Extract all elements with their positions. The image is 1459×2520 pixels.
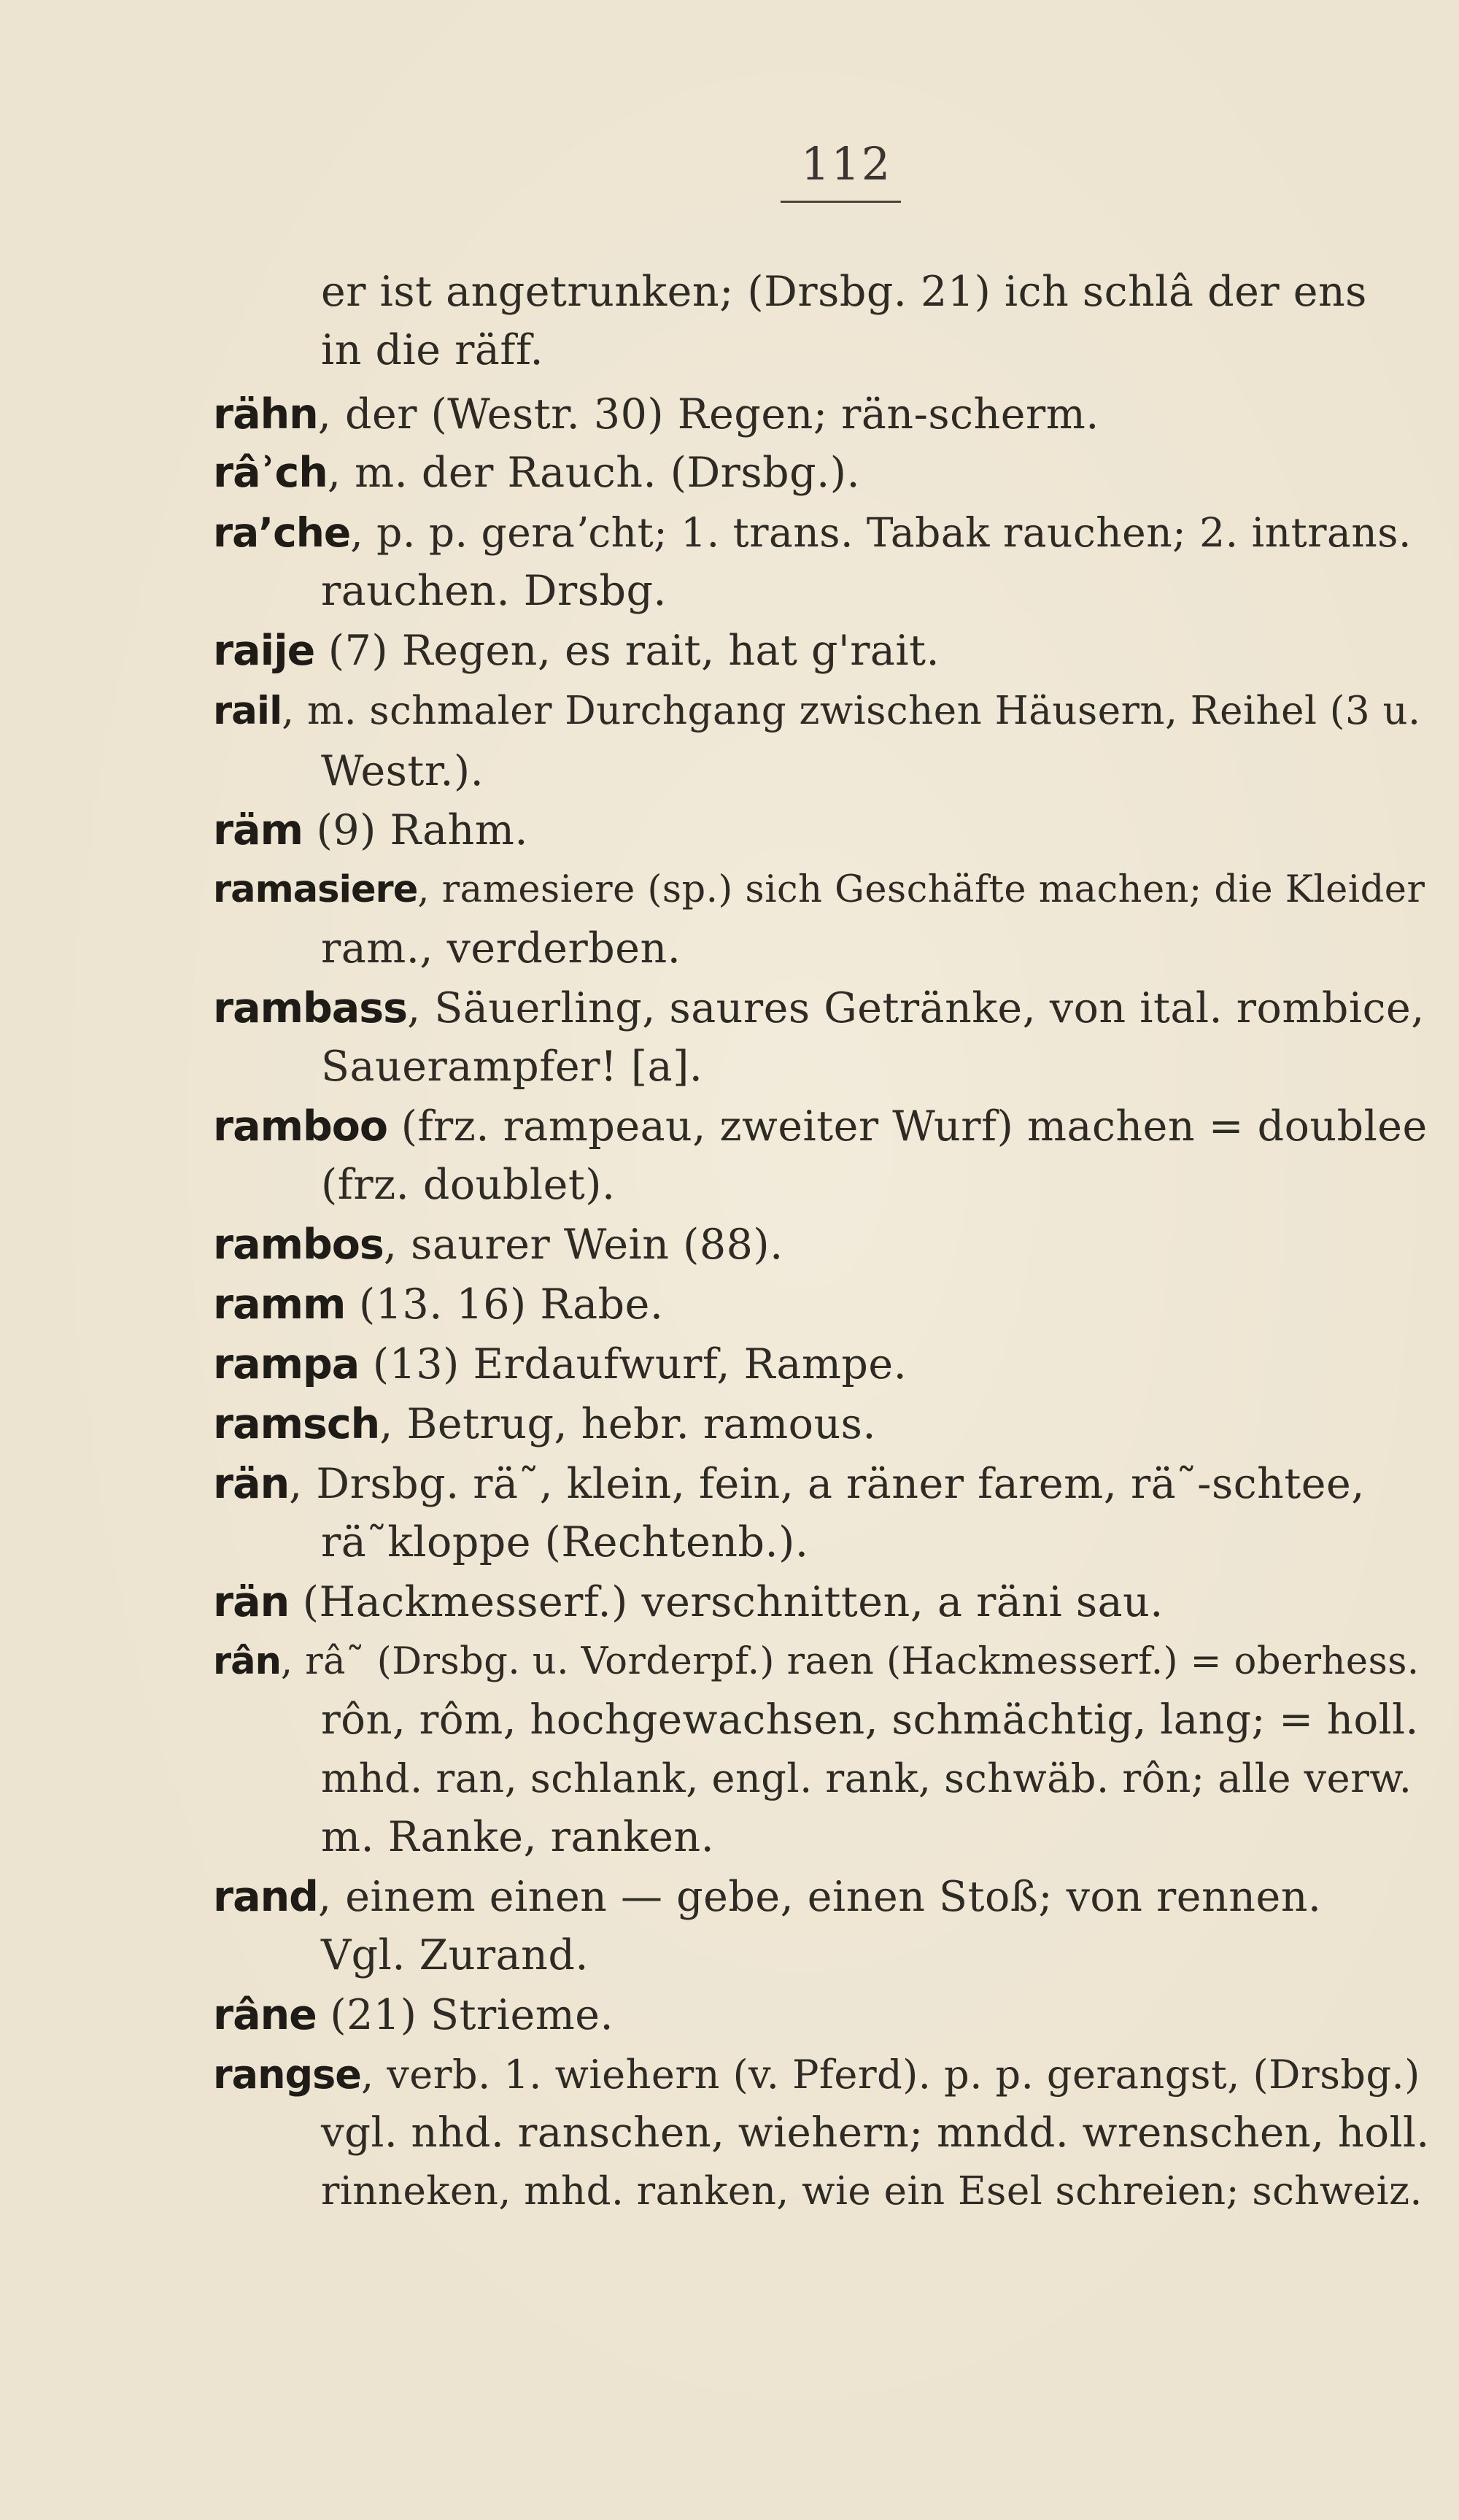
dictionary-entry-line: [213, 979, 1425, 1037]
entry-text: rinneken, mhd. ranken, wie ein Esel schreien; schweiz.: [321, 2169, 1423, 2214]
dictionary-continuation-line: [321, 321, 543, 379]
dictionary-entry-line: [213, 1335, 907, 1394]
dictionary-entry-line: [213, 2046, 1420, 2104]
dictionary-continuation-line: [321, 562, 667, 620]
entry-text: m. Ranke, ranken.: [321, 1813, 715, 1861]
dictionary-entry-line: [213, 444, 860, 502]
entry-text: in die räff.: [321, 326, 544, 374]
headword: rän: [213, 1460, 290, 1508]
headword: rangse: [213, 2052, 361, 2098]
headword: ramasiere: [213, 868, 418, 911]
dictionary-continuation-line: [321, 1691, 1419, 1750]
entry-text: Vgl. Zurand.: [321, 1931, 589, 1979]
entry-text: rauchen. Drsbg.: [321, 567, 667, 615]
dictionary-continuation-line: [321, 1926, 589, 1984]
page-number: 112: [800, 137, 892, 190]
dictionary-continuation-line: [321, 742, 484, 800]
headword: rail: [213, 689, 282, 733]
entry-text: , m. der Rauch. (Drsbg.).: [327, 449, 861, 497]
entry-text: (13) Erdaufwurf, Rampe.: [359, 1340, 907, 1388]
entry-text: , verb. 1. wiehern (v. Pferd). p. p. gerangst, (Drsbg.): [360, 2052, 1420, 2098]
dictionary-entry-line: [213, 385, 1099, 444]
dictionary-entry-line: [213, 1097, 1428, 1156]
headword: râne: [213, 1991, 317, 2039]
entry-text: (13. 16) Rabe.: [345, 1280, 664, 1329]
headword: râʾch: [213, 449, 328, 497]
headword: ramboo: [213, 1102, 388, 1151]
entry-text: er ist angetrunken; (Drsbg. 21) ich schlâ der ens: [321, 268, 1367, 316]
entry-text: , Drsbg. rä˜, klein, fein, a räner farem, rä˜-schtee,: [289, 1460, 1365, 1508]
dictionary-entry-line: [213, 1275, 663, 1334]
entry-text: , Säuerling, saures Getränke, von ital. rombice,: [407, 984, 1425, 1032]
dictionary-continuation-line: [321, 1808, 714, 1866]
dictionary-entry-line: [213, 1868, 1322, 1926]
entry-text: , m. schmaler Durchgang zwischen Häusern, Reihel (3 u.: [282, 689, 1421, 733]
entry-text: Sauerampfer! [a].: [321, 1043, 703, 1091]
dictionary-entry-line: [213, 503, 1412, 562]
dictionary-continuation-line: [321, 2104, 1430, 2163]
entry-text: (9) Rahm.: [302, 806, 529, 854]
dictionary-continuation-line: [321, 1513, 808, 1572]
dictionary-continuation-line: [321, 1750, 1412, 1808]
entry-text: , einem einen — gebe, einen Stoß; von rennen.: [317, 1873, 1322, 1921]
entry-text: , Betrug, hebr. ramous.: [379, 1400, 877, 1448]
entry-text: (frz. rampeau, zweiter Wurf) machen = doublee: [387, 1102, 1428, 1151]
dictionary-entry-line: [213, 1215, 783, 1274]
entry-text: (7) Regen, es rait, hat g'rait.: [314, 627, 940, 675]
entry-text: , saurer Wein (88).: [383, 1221, 783, 1269]
entry-text: rôn, rôm, hochgewachsen, schmächtig, lang; = holl.: [321, 1696, 1419, 1744]
entry-text: Westr.).: [321, 747, 484, 795]
headword: rän: [213, 1578, 290, 1626]
dictionary-entry-line: [213, 622, 940, 680]
dictionary-entry-line: [213, 1986, 614, 2044]
entry-text: ram., verderben.: [321, 924, 681, 973]
headword: ramsch: [213, 1400, 380, 1448]
headword: räm: [213, 806, 303, 854]
entry-text: vgl. nhd. ranschen, wiehern; mndd. wrenschen, holl.: [321, 2109, 1430, 2157]
dictionary-continuation-line: [321, 263, 1367, 321]
headword: ramm: [213, 1280, 346, 1329]
headword: rand: [213, 1873, 318, 1921]
entry-text: , ramesiere (sp.) sich Geschäfte machen; die Kleider: [417, 868, 1425, 911]
dictionary-continuation-line: [321, 2163, 1423, 2221]
dictionary-entry-line: [213, 1633, 1420, 1691]
dictionary-entry-line: [213, 1573, 1164, 1631]
dictionary-continuation-line: [321, 1037, 703, 1096]
dictionary-continuation-line: [321, 1156, 616, 1214]
entry-text: , der (Westr. 30) Regen; rän-scherm.: [317, 390, 1099, 438]
headword: rampa: [213, 1340, 360, 1388]
entry-text: mhd. ran, schlank, engl. rank, schwäb. rôn; alle verw.: [321, 1755, 1412, 1801]
entry-text: (frz. doublet).: [321, 1161, 616, 1209]
headword: raije: [213, 627, 315, 675]
entry-text: (Hackmesserf.) verschnitten, a räni sau.: [289, 1578, 1164, 1626]
headword: rähn: [213, 390, 318, 438]
dictionary-entry-line: [213, 861, 1425, 919]
dictionary-entry-line: [213, 1395, 876, 1453]
dictionary-entry-line: [213, 1455, 1365, 1513]
dictionary-continuation-line: [321, 919, 681, 978]
headword: rân: [213, 1640, 281, 1683]
dictionary-entry-line: [213, 682, 1421, 741]
headword: rambass: [213, 984, 408, 1032]
dictionary-entry-line: [213, 801, 528, 859]
entry-text: , p. p. geraʼcht; 1. trans. Tabak rauchen; 2. intrans.: [350, 509, 1412, 556]
headword: raʼche: [213, 509, 351, 556]
entry-text: , râ˜ (Drsbg. u. Vorderpf.) raen (Hackmesserf.) = oberhess.: [280, 1640, 1420, 1683]
entry-text: rä˜kloppe (Rechtenb.).: [321, 1518, 809, 1566]
headword: rambos: [213, 1221, 384, 1269]
entry-text: (21) Strieme.: [316, 1991, 614, 2039]
